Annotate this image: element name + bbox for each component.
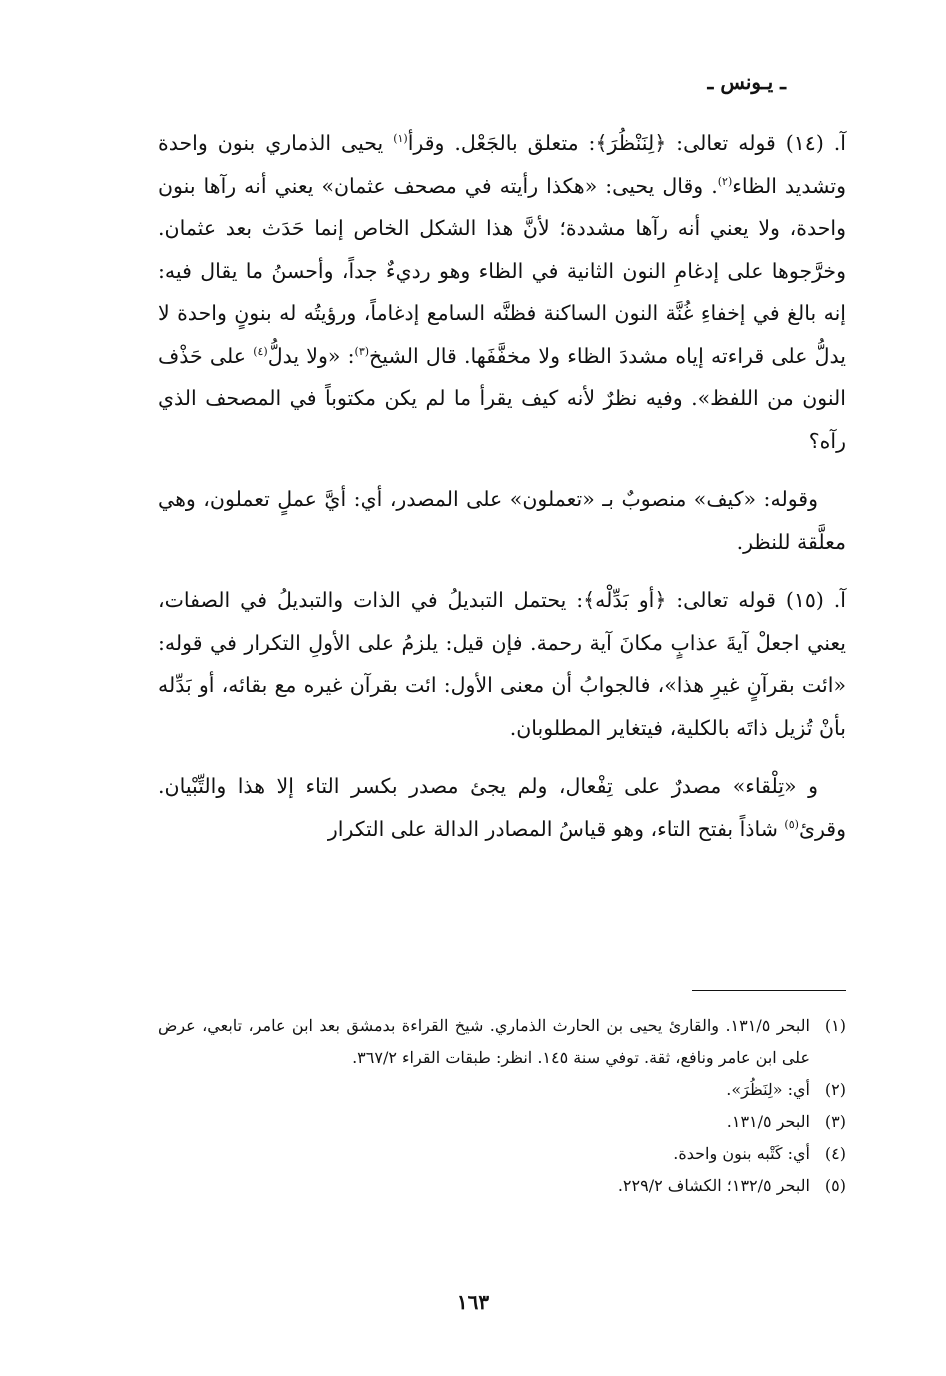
footnote-ref: (٥) <box>784 817 799 831</box>
text-segment: يحيى الذماري بنون واحدة وتشديد الظاء <box>158 131 847 198</box>
text-segment: : «ولا يدلُّ <box>267 343 355 368</box>
footnote-divider <box>692 990 846 991</box>
footnote-number: (٥) <box>824 1176 846 1195</box>
paragraph-kayfa: وقوله: «كيف» منصوبٌ بـ «تعملون» على المصدر، أي: أيَّ عملٍ تعملون، وهي معلَّقة للنظر. <box>158 487 846 554</box>
text-segment: شاذاً بفتح التاء، وهو قياسُ المصادر الدالة على التكرار <box>327 816 785 841</box>
footnote-ref: (١) <box>393 132 408 146</box>
footnote-number: (٤) <box>824 1144 846 1163</box>
main-text <box>158 122 846 850</box>
page-number: ١٦٣ <box>456 1290 490 1314</box>
running-header: ـ يـونس ـ <box>707 70 786 94</box>
footnote-5 <box>158 1170 846 1202</box>
footnote-number: (٣) <box>824 1112 846 1131</box>
paragraph-verse-14 <box>158 122 846 462</box>
paragraph-tilqa <box>158 765 846 850</box>
text-segment: و «تِلْقاء» مصدرٌ على تِفْعال، ولم يجئ مصدر بكسر التاء إلا هذا والتِّبْيان. وقرئ <box>158 774 846 841</box>
footnote-text: أي: «لِنَظُرَ». <box>726 1080 810 1099</box>
footnote-number: (١) <box>824 1016 846 1035</box>
paragraph-verse-15: آ. (١٥) قوله تعالى: ﴿أو بَدِّلْه﴾: يحتمل التبديلُ في الذات والتبديلُ في الصفات، يعني اجعلْ آيةَ عذابٍ مكانَ آية رحمة. فإن قيل: يلزمُ على الأولِ التكرار في قوله: «ائت بقرآنٍ غيرِ هذا»، فالجوابُ أن معنى الأول: ائت بقرآن غيره مع بقائه، أو بَدِّله بأنْ تُزيل ذاتَه بالكلية، فيتغاير المطلوبان. <box>158 588 846 740</box>
footnote-text: البحر ١٣١/٥. <box>726 1112 810 1131</box>
footnote-4 <box>158 1138 846 1170</box>
text-segment: آ. (١٤) قوله تعالى: ﴿لِنَنْظُرَ﴾: متعلق بالجَعْل. وقرأ <box>407 131 846 155</box>
text-segment: على حَذْف النون من اللفظ». وفيه نظرٌ لأنه كيف يقرأ ما لم يكن مكتوباً في المصحف الذي رآه؟ <box>158 343 846 453</box>
footnote-1 <box>158 1010 846 1074</box>
footnote-2 <box>158 1074 846 1106</box>
footnote-text: البحر ١٣٢/٥؛ الكشاف ٢٢٩/٢. <box>617 1176 810 1195</box>
footnote-3 <box>158 1106 846 1138</box>
text-segment: . وقال يحيى: «هكذا رأيته في مصحف عثمان» يعني أنه رآها بنون واحدة، ولا يعني أنه رآها مشددة؛ لأنَّ هذا الشكل الخاص إنما حَدَث بعد عثمان. وخرَّجوها على إدغامِ النون الثانية في الظاء وهو رديءٌ جداً، وأحسنُ ما يقال فيه: إنه بالغ في إخفاءِ غُنَّة النون الساكنة فظنَّه السامع إدغاماً، ورؤيتُه له بنونٍ واحدة لا يدلُّ على قراءته إياه مشددَ الظاء ولا مخفَّفَها. قال الشيخ <box>158 173 847 368</box>
footnote-ref: (٢) <box>717 174 733 188</box>
footnotes <box>158 1010 846 1202</box>
footnote-ref: (٤) <box>253 344 268 358</box>
footnote-ref: (٣) <box>354 344 370 358</box>
footnote-number: (٢) <box>824 1080 846 1099</box>
footnote-text: أي: كَتْبه بنون واحدة. <box>673 1144 810 1163</box>
footnote-text: البحر ١٣١/٥. والقارئ يحيى بن الحارث الذماري. شيخ القراءة بدمشق بعد ابن عامر، تابعي، عرض على ابن عامر ونافع، ثقة. توفي سنة ١٤٥. انظر: طبقات القراء ٣٦٧/٢. <box>158 1016 811 1067</box>
